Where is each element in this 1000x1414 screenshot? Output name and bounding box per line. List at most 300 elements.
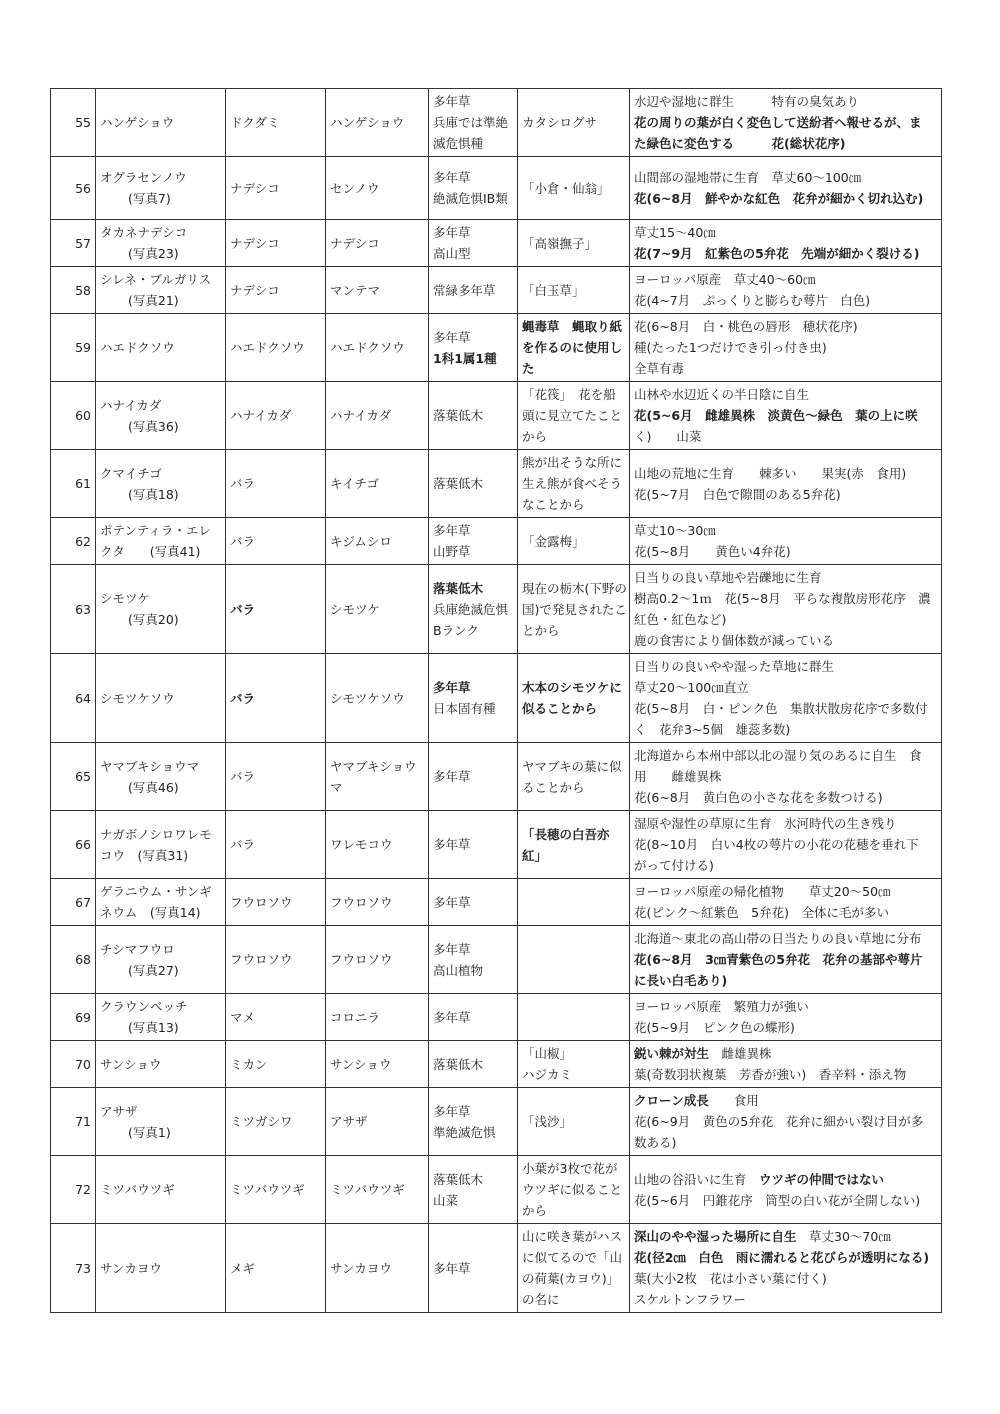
row-number: 70 bbox=[51, 1041, 96, 1088]
cell-text: 深山のやや湿った場所に自生 bbox=[634, 1229, 810, 1244]
cell-text: 「長穂の白吾亦 bbox=[522, 826, 610, 842]
cell-text: 山に咲き葉がハス bbox=[522, 1229, 623, 1244]
plant-family: マメ bbox=[226, 994, 326, 1041]
cell-text: を作るのに使用し bbox=[522, 340, 623, 355]
plant-genus: サンカヨウ bbox=[326, 1224, 429, 1313]
cell-text: 国)で発見されたこ bbox=[522, 601, 627, 617]
table-row bbox=[51, 267, 942, 314]
table-row bbox=[51, 743, 942, 811]
cell-text: 多年草 bbox=[433, 523, 471, 538]
table-row bbox=[51, 811, 942, 879]
cell-text: 鹿の食害により個体数が減っている bbox=[634, 633, 835, 648]
plant-name-sub: (写真36) bbox=[128, 418, 179, 434]
plant-type bbox=[429, 994, 518, 1041]
plant-type bbox=[429, 382, 518, 450]
cell-text: ヨーロッパ原産の帰化植物 草丈20～50㎝ bbox=[634, 884, 891, 899]
plant-name-text: オグラセンノウ bbox=[100, 170, 187, 185]
cell-text: 多年草 bbox=[433, 680, 471, 695]
cell-text: 北海道～東北の高山帯の日当たりの良い草地に分布 bbox=[634, 931, 922, 946]
cell-text: 「花筏」 花を船 bbox=[522, 387, 616, 402]
plant-description bbox=[630, 926, 942, 994]
plant-name-sub: (写真1) bbox=[128, 1124, 171, 1140]
row-number: 66 bbox=[51, 811, 96, 879]
cell-text: がって付ける) bbox=[634, 858, 714, 873]
cell-text-emphasis: ウツギの仲間ではない bbox=[759, 1171, 885, 1187]
plant-description bbox=[630, 267, 942, 314]
plant-description bbox=[630, 1088, 942, 1156]
row-number: 65 bbox=[51, 743, 96, 811]
cell-text: の荷葉(カヨウ)」 bbox=[522, 1271, 620, 1286]
plant-description bbox=[630, 994, 942, 1041]
cell-text: に長い白毛あり) bbox=[634, 973, 728, 988]
cell-text: 花(6~8月 白・桃色の唇形 穂状花序) bbox=[634, 319, 858, 334]
plant-name-sub: (写真46) bbox=[128, 779, 179, 795]
cell-text: 落葉低木 bbox=[433, 408, 484, 423]
plant-name-text: シモツケソウ bbox=[100, 690, 175, 706]
cell-text: 山林や水辺近くの半日陰に自生 bbox=[634, 387, 810, 402]
plant-family: ナデシコ bbox=[226, 267, 326, 314]
cell-text: 落葉低木 bbox=[433, 1056, 484, 1072]
table-row bbox=[51, 565, 942, 654]
plant-description bbox=[630, 743, 942, 811]
cell-text: 花(径2㎝ 白色 雨に濡れると花びらが透明になる) bbox=[634, 1250, 930, 1265]
plant-name bbox=[96, 382, 226, 450]
cell-text: 日当りの良いやや湿った草地に群生 bbox=[634, 659, 835, 674]
cell-text: 絶滅危惧IB類 bbox=[433, 191, 508, 206]
cell-text: 山地の荒地に生育 棘多い 果実(赤 食用) bbox=[634, 465, 907, 481]
plant-name bbox=[96, 811, 226, 879]
table-row bbox=[51, 1041, 942, 1088]
plant-description bbox=[630, 1224, 942, 1313]
plant-genus: シモツケ bbox=[326, 565, 429, 654]
plant-family: バラ bbox=[226, 518, 326, 565]
plant-name bbox=[96, 89, 226, 157]
plant-type bbox=[429, 879, 518, 926]
cell-text: に似てるので「山 bbox=[522, 1250, 623, 1265]
plant-family: ナデシコ bbox=[226, 157, 326, 220]
plant-family: バラ bbox=[226, 743, 326, 811]
cell-text: 花(4~7月 ぷっくりと膨らむ萼片 白色) bbox=[634, 293, 871, 308]
plant-family: フウロソウ bbox=[226, 879, 326, 926]
cell-text: 兵庫では準絶 bbox=[433, 115, 509, 130]
plant-description bbox=[630, 89, 942, 157]
plant-family: ハナイカダ bbox=[226, 382, 326, 450]
plant-name bbox=[96, 267, 226, 314]
plant-family: ミツガシワ bbox=[226, 1088, 326, 1156]
table-row bbox=[51, 654, 942, 743]
cell-text: 兵庫絶滅危惧 bbox=[433, 601, 509, 617]
cell-text: クローン成長 bbox=[634, 1093, 722, 1108]
name-origin bbox=[518, 879, 630, 926]
cell-text: スケルトンフラワー bbox=[634, 1292, 746, 1307]
table-row bbox=[51, 157, 942, 220]
name-origin bbox=[518, 1156, 630, 1224]
plant-genus: ミツバウツギ bbox=[326, 1156, 429, 1224]
cell-text: 花(5~9月 ピンク色の蝶形) bbox=[634, 1020, 795, 1035]
table-row bbox=[51, 89, 942, 157]
cell-text-rest: 雌雄異株 bbox=[721, 1046, 772, 1061]
plant-type bbox=[429, 1041, 518, 1088]
plant-name-sub: コウ (写真31) bbox=[100, 847, 189, 863]
plant-description bbox=[630, 811, 942, 879]
cell-text: 花(5~8月 黄色い4弁花) bbox=[634, 544, 791, 559]
plant-name-text: ミツバウツギ bbox=[100, 1182, 175, 1197]
plant-name-text: サンショウ bbox=[100, 1056, 162, 1072]
cell-text: 種(たった1つだけでき引っ付き虫) bbox=[634, 340, 827, 355]
plant-name-text: ハナイカダ bbox=[100, 397, 162, 413]
cell-text: 草丈20～100㎝直立 bbox=[634, 680, 749, 695]
row-number: 58 bbox=[51, 267, 96, 314]
plant-type bbox=[429, 89, 518, 157]
plant-name-text: ポテンティラ・エレ bbox=[100, 523, 211, 538]
plant-name-sub: クタ (写真41) bbox=[100, 544, 201, 559]
plant-family: ハエドクソウ bbox=[226, 314, 326, 382]
plant-type bbox=[429, 450, 518, 518]
cell-text: 湿原や湿性の草原に生育 氷河時代の生き残り bbox=[634, 816, 897, 831]
table-row bbox=[51, 450, 942, 518]
cell-text: 多年草 bbox=[433, 941, 471, 957]
cell-text: 花(7~9月 紅紫色の5弁花 先端が細かく裂ける) bbox=[634, 246, 920, 261]
plant-name-text: クマイチゴ bbox=[100, 465, 162, 481]
plant-description bbox=[630, 565, 942, 654]
plant-family: バラ bbox=[226, 565, 326, 654]
plant-name-sub: (写真27) bbox=[128, 962, 179, 978]
plant-name-text: ナガボノシロワレモ bbox=[100, 826, 212, 842]
cell-text: Bランク bbox=[433, 622, 479, 638]
plant-name-sub: ネウム (写真14) bbox=[100, 905, 201, 920]
cell-text: 多年草 bbox=[433, 1009, 471, 1025]
name-origin bbox=[518, 314, 630, 382]
cell-text: 全草有毒 bbox=[634, 361, 685, 376]
cell-text: 日本固有種 bbox=[433, 701, 496, 716]
row-number: 62 bbox=[51, 518, 96, 565]
cell-text: く 花弁3~5個 雄蕊多数) bbox=[634, 722, 791, 737]
plant-name-sub: (写真23) bbox=[128, 246, 179, 261]
plant-type bbox=[429, 926, 518, 994]
plant-description bbox=[630, 1156, 942, 1224]
plant-name bbox=[96, 926, 226, 994]
plant-type bbox=[429, 654, 518, 743]
cell-text: 木本のシモツケに bbox=[522, 680, 622, 695]
cell-text: なことから bbox=[522, 497, 585, 512]
plant-genus: シモツケソウ bbox=[326, 654, 429, 743]
cell-text: 花(5~6月 円錐花序 筒型の白い花が全開しない) bbox=[634, 1192, 921, 1208]
plant-name-text: ハンゲショウ bbox=[100, 115, 175, 130]
plant-type bbox=[429, 314, 518, 382]
plant-name-sub: (写真21) bbox=[128, 293, 179, 308]
name-origin bbox=[518, 1088, 630, 1156]
cell-text: 滅危惧種 bbox=[433, 136, 484, 151]
plant-name-text: タカネナデシコ bbox=[100, 225, 188, 240]
plant-name bbox=[96, 994, 226, 1041]
cell-text: 「金露梅」 bbox=[522, 533, 585, 549]
name-origin bbox=[518, 654, 630, 743]
plant-type bbox=[429, 267, 518, 314]
cell-text: 草丈10～30㎝ bbox=[634, 523, 716, 538]
cell-text: 花(5~8月 白・ピンク色 集散状散房花序で多数付 bbox=[634, 701, 928, 716]
plant-genus: ワレモコウ bbox=[326, 811, 429, 879]
cell-text-rest: 食用 bbox=[721, 1093, 759, 1108]
cell-text: の名に bbox=[522, 1292, 560, 1307]
cell-text: 鋭い棘が対生 bbox=[634, 1046, 722, 1061]
cell-text: 北海道から本州中部以北の湿り気のあるに自生 食 bbox=[634, 748, 922, 763]
table-row bbox=[51, 994, 942, 1041]
plant-description bbox=[630, 314, 942, 382]
row-number: 55 bbox=[51, 89, 96, 157]
cell-text: 熊が出そうな所に bbox=[522, 455, 623, 470]
cell-text: 現在の栃木(下野の bbox=[522, 580, 627, 596]
cell-text: 用 雌雄異株 bbox=[634, 769, 722, 784]
cell-text: た bbox=[522, 361, 535, 376]
plant-name-text: サンカヨウ bbox=[100, 1260, 162, 1276]
plant-description bbox=[630, 450, 942, 518]
cell-text: 1科1属1種 bbox=[433, 350, 497, 366]
cell-text: 葉(奇数羽状複葉 芳香が強い) 香辛料・添え物 bbox=[634, 1067, 907, 1082]
cell-text: 多年草 bbox=[433, 94, 471, 109]
plant-family: ミカン bbox=[226, 1041, 326, 1088]
cell-text: 花(5~7月 白色で隙間のある5弁花) bbox=[634, 486, 841, 502]
plant-name-sub: (写真18) bbox=[128, 486, 179, 502]
cell-text: 準絶滅危惧 bbox=[433, 1124, 496, 1140]
row-number: 69 bbox=[51, 994, 96, 1041]
plant-type bbox=[429, 811, 518, 879]
cell-text: 山地の谷沿いに生育 bbox=[634, 1171, 760, 1187]
cell-text: 水辺や湿地に群生 特有の臭気あり bbox=[634, 94, 860, 109]
row-number: 61 bbox=[51, 450, 96, 518]
plant-name-sub: (写真7) bbox=[128, 191, 171, 206]
plant-family: ミツバウツギ bbox=[226, 1156, 326, 1224]
plant-name bbox=[96, 565, 226, 654]
cell-text: 「山椒」 bbox=[522, 1046, 573, 1061]
cell-text: 多年草 bbox=[433, 225, 471, 240]
cell-text: 花(6~8月 黄白色の小さな花を多数つける) bbox=[634, 790, 883, 805]
plant-genus: ヤマブキショウ マ bbox=[326, 743, 429, 811]
plant-genus: ハナイカダ bbox=[326, 382, 429, 450]
row-number: 68 bbox=[51, 926, 96, 994]
cell-text: 山野草 bbox=[433, 544, 471, 559]
plant-name-text: ゲラニウム・サンギ bbox=[100, 884, 212, 899]
cell-text: ることから bbox=[522, 779, 585, 795]
table-row bbox=[51, 382, 942, 450]
plant-name bbox=[96, 220, 226, 267]
table-row bbox=[51, 1088, 942, 1156]
plant-genus: ハエドクソウ bbox=[326, 314, 429, 382]
plant-family: バラ bbox=[226, 654, 326, 743]
plant-name bbox=[96, 654, 226, 743]
plant-family: ドクダミ bbox=[226, 89, 326, 157]
plant-type bbox=[429, 1156, 518, 1224]
plant-genus: マンテマ bbox=[326, 267, 429, 314]
plant-name bbox=[96, 743, 226, 811]
cell-text: カタシログサ bbox=[522, 115, 598, 130]
cell-text: 山間部の湿地帯に生育 草丈60～100㎝ bbox=[634, 170, 862, 185]
plant-genus: ナデシコ bbox=[326, 220, 429, 267]
cell-text: とから bbox=[522, 622, 560, 638]
plant-genus: センノウ bbox=[326, 157, 429, 220]
plant-type bbox=[429, 220, 518, 267]
cell-text: 多年草 bbox=[433, 837, 471, 852]
cell-text: 多年草 bbox=[433, 1260, 471, 1276]
cell-text: 花(6~8月 鮮やかな紅色 花弁が細かく切れ込む) bbox=[634, 191, 924, 206]
plant-name bbox=[96, 314, 226, 382]
cell-text: 多年草 bbox=[433, 1103, 471, 1119]
cell-text: 多年草 bbox=[433, 329, 471, 345]
plant-genus: キイチゴ bbox=[326, 450, 429, 518]
plant-genus: フウロソウ bbox=[326, 926, 429, 994]
table-row bbox=[51, 1224, 942, 1313]
name-origin bbox=[518, 220, 630, 267]
plant-genus: アサザ bbox=[326, 1088, 429, 1156]
row-number: 57 bbox=[51, 220, 96, 267]
plant-name-sub: (写真13) bbox=[128, 1020, 179, 1035]
name-origin bbox=[518, 450, 630, 518]
plant-type bbox=[429, 565, 518, 654]
plant-genus: サンショウ bbox=[326, 1041, 429, 1088]
cell-text: 多年草 bbox=[433, 170, 471, 185]
cell-text: 落葉低木 bbox=[433, 580, 484, 596]
plant-name-text: アサザ bbox=[100, 1103, 138, 1119]
plant-genus: キジムシロ bbox=[326, 518, 429, 565]
plant-type bbox=[429, 1224, 518, 1313]
cell-text: 日当りの良い草地や岩礫地に生育 bbox=[634, 570, 822, 585]
plant-name-text: クラウンベッチ bbox=[100, 999, 188, 1014]
plant-family: メギ bbox=[226, 1224, 326, 1313]
name-origin bbox=[518, 743, 630, 811]
cell-text: 高山型 bbox=[433, 246, 471, 261]
plant-name bbox=[96, 1041, 226, 1088]
cell-text: から bbox=[522, 1203, 548, 1218]
plant-name bbox=[96, 450, 226, 518]
plant-name-text: チシマフウロ bbox=[100, 941, 175, 957]
cell-text: 頭に見立てたこと bbox=[522, 408, 623, 423]
plant-name bbox=[96, 1224, 226, 1313]
name-origin bbox=[518, 157, 630, 220]
plant-name bbox=[96, 1088, 226, 1156]
cell-text: 蝿毒草 蝿取り紙 bbox=[522, 319, 623, 334]
row-number: 72 bbox=[51, 1156, 96, 1224]
table-row bbox=[51, 1156, 942, 1224]
cell-text: 常緑多年草 bbox=[433, 282, 496, 298]
plant-type bbox=[429, 1088, 518, 1156]
cell-text: 小葉が3枚で花が bbox=[522, 1161, 618, 1176]
name-origin bbox=[518, 518, 630, 565]
cell-text: 多年草 bbox=[433, 894, 471, 910]
plant-genus: フウロソウ bbox=[326, 879, 429, 926]
plant-name bbox=[96, 1156, 226, 1224]
cell-text: 落葉低木 bbox=[433, 1171, 484, 1187]
cell-text: 生え熊が食べそう bbox=[522, 476, 623, 491]
plant-family: フウロソウ bbox=[226, 926, 326, 994]
plant-family: ナデシコ bbox=[226, 220, 326, 267]
cell-text: 山菜 bbox=[433, 1192, 459, 1208]
cell-text: 紅」 bbox=[522, 847, 548, 863]
cell-text: 「高嶺撫子」 bbox=[522, 235, 598, 251]
plant-name bbox=[96, 879, 226, 926]
plant-name bbox=[96, 157, 226, 220]
plant-type bbox=[429, 743, 518, 811]
cell-text: ヨーロッパ原産 繁殖力が強い bbox=[634, 999, 809, 1014]
plant-family: バラ bbox=[226, 450, 326, 518]
plant-description bbox=[630, 1041, 942, 1088]
cell-text: た緑色に変色する 花(総状花序) bbox=[634, 136, 846, 151]
cell-text: 樹高0.2～1ｍ 花(5~8月 平らな複散房形花序 濃 bbox=[634, 591, 931, 606]
plant-name-text: シレネ・ブルガリス bbox=[100, 272, 212, 287]
name-origin bbox=[518, 994, 630, 1041]
cell-text: ウツギに似ること bbox=[522, 1182, 623, 1197]
table-row bbox=[51, 314, 942, 382]
table-row bbox=[51, 518, 942, 565]
cell-text: 「小倉・仙翁」 bbox=[522, 180, 610, 196]
cell-text: ヤマブキの葉に似 bbox=[522, 758, 622, 774]
cell-text: 似ることから bbox=[522, 701, 598, 716]
cell-text: 「浅沙」 bbox=[522, 1114, 573, 1129]
plant-name-text: ヤマブキショウマ bbox=[100, 758, 200, 774]
plant-type bbox=[429, 518, 518, 565]
plant-type bbox=[429, 157, 518, 220]
cell-text: 高山植物 bbox=[433, 962, 484, 978]
cell-text: ヨーロッパ原産 草丈40～60㎝ bbox=[634, 272, 816, 287]
cell-text: 紅色・紅色など) bbox=[634, 612, 727, 627]
cell-text: 花(5~6月 雌雄異株 淡黄色～緑色 葉の上に咲 bbox=[634, 408, 918, 423]
plant-genus: ハンゲショウ bbox=[326, 89, 429, 157]
plant-name-text: シモツケ bbox=[100, 591, 150, 606]
cell-text: 数ある) bbox=[634, 1135, 677, 1150]
row-number: 73 bbox=[51, 1224, 96, 1313]
plant-name-sub: (写真20) bbox=[128, 612, 179, 627]
name-origin bbox=[518, 565, 630, 654]
plant-genus: コロニラ bbox=[326, 994, 429, 1041]
row-number: 67 bbox=[51, 879, 96, 926]
cell-text: 花(6~9月 黄色の5弁花 花弁に細かい裂け目が多 bbox=[634, 1114, 924, 1129]
cell-text: く) 山菜 bbox=[634, 429, 702, 444]
cell-text: 「白玉草」 bbox=[522, 282, 585, 298]
cell-text: 花の周りの葉が白く変色して送紛者へ報せるが、ま bbox=[634, 115, 922, 130]
name-origin bbox=[518, 926, 630, 994]
plant-description bbox=[630, 382, 942, 450]
plant-name bbox=[96, 518, 226, 565]
cell-text: 花(ピンク～紅紫色 5弁花) 全体に毛が多い bbox=[634, 905, 889, 920]
cell-text: 花(6~8月 3㎝青紫色の5弁花 花弁の基部や萼片 bbox=[634, 952, 923, 967]
cell-text: から bbox=[522, 429, 548, 444]
row-number: 56 bbox=[51, 157, 96, 220]
row-number: 71 bbox=[51, 1088, 96, 1156]
plant-description bbox=[630, 157, 942, 220]
table-row bbox=[51, 879, 942, 926]
name-origin bbox=[518, 89, 630, 157]
cell-text: 花(8~10月 白い4枚の萼片の小花の花穂を垂れ下 bbox=[634, 837, 919, 852]
cell-text: 多年草 bbox=[433, 769, 471, 784]
row-number: 63 bbox=[51, 565, 96, 654]
cell-text-rest: 草丈30～70㎝ bbox=[809, 1229, 891, 1244]
cell-text: 落葉低木 bbox=[433, 476, 484, 491]
row-number: 64 bbox=[51, 654, 96, 743]
plant-description bbox=[630, 654, 942, 743]
name-origin bbox=[518, 382, 630, 450]
plant-family: バラ bbox=[226, 811, 326, 879]
name-origin bbox=[518, 1224, 630, 1313]
plant-table bbox=[50, 88, 942, 1313]
table-row bbox=[51, 220, 942, 267]
table-row bbox=[51, 926, 942, 994]
row-number: 60 bbox=[51, 382, 96, 450]
plant-description bbox=[630, 879, 942, 926]
name-origin bbox=[518, 267, 630, 314]
cell-text: 葉(大小2枚 花は小さい葉に付く) bbox=[634, 1271, 827, 1286]
plant-description bbox=[630, 518, 942, 565]
plant-description bbox=[630, 220, 942, 267]
name-origin bbox=[518, 811, 630, 879]
cell-text: ハジカミ bbox=[522, 1067, 573, 1082]
